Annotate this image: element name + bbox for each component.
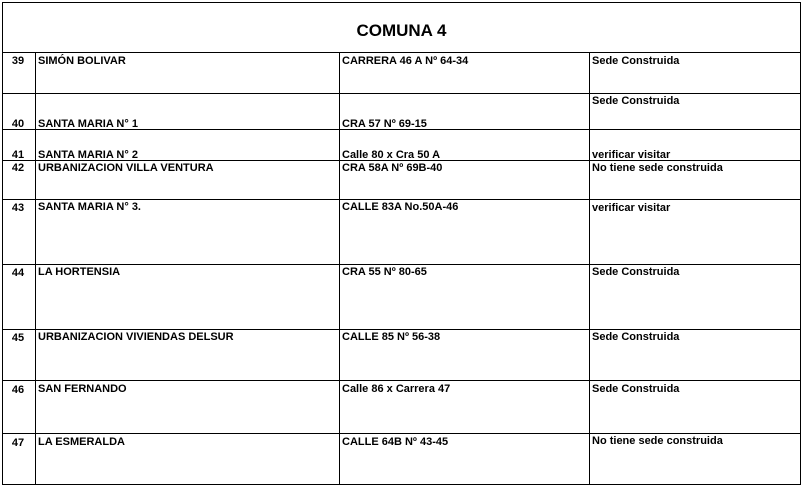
grid-line: [2, 52, 800, 53]
row-name: LA HORTENSIA: [38, 266, 121, 278]
row-status: verificar visitar: [592, 202, 671, 214]
grid-line: [2, 2, 800, 3]
row-status: No tiene sede construida: [592, 435, 723, 447]
row-address: CRA 57 Nº 69-15: [342, 118, 427, 130]
row-address: Calle 86 x Carrera 47: [342, 383, 451, 395]
row-address: CRA 58A Nº 69B-40: [342, 162, 443, 174]
row-number: 40: [11, 118, 25, 130]
row-address: CRA 55 Nº 80-65: [342, 266, 427, 278]
row-address: CALLE 85 Nº 56-38: [342, 331, 441, 343]
row-address: CALLE 83A No.50A-46: [342, 201, 459, 213]
row-number: 42: [11, 162, 25, 174]
row-name: URBANIZACION VILLA VENTURA: [38, 162, 214, 174]
grid-line: [589, 52, 590, 485]
row-status: Sede Construida: [592, 55, 680, 67]
grid-line: [2, 264, 800, 265]
row-number: 45: [11, 332, 25, 344]
grid-line: [2, 93, 800, 94]
row-address: Calle 80 x Cra 50 A: [342, 149, 441, 161]
row-number: 41: [11, 149, 25, 161]
grid-line: [800, 2, 801, 485]
page-title: COMUNA 4: [356, 21, 447, 40]
row-name: SAN FERNANDO: [38, 383, 127, 395]
grid-line: [35, 52, 36, 485]
row-name: LA ESMERALDA: [38, 436, 125, 448]
row-number: 43: [11, 202, 25, 214]
row-name: SANTA MARIA N° 3.: [38, 201, 141, 213]
grid-line: [2, 2, 3, 485]
grid-line: [339, 52, 340, 485]
row-number: 44: [11, 267, 25, 279]
grid-line: [2, 199, 800, 200]
row-status: No tiene sede construida: [592, 162, 723, 174]
row-name: SANTA MARIA N° 1: [38, 118, 138, 130]
row-number: 47: [11, 437, 25, 449]
row-name: SANTA MARIA N° 2: [38, 149, 138, 161]
row-name: SIMÓN BOLIVAR: [38, 55, 126, 67]
row-address: CARRERA 46 A Nº 64-34: [342, 55, 469, 67]
row-address: CALLE 64B Nº 43-45: [342, 436, 449, 448]
grid-line: [2, 329, 800, 330]
row-status: Sede Construida: [592, 266, 680, 278]
grid-line: [2, 380, 800, 381]
row-status: verificar visitar: [592, 149, 671, 161]
row-status: Sede Construida: [592, 331, 680, 343]
row-number: 39: [11, 55, 25, 67]
grid-line: [2, 433, 800, 434]
row-name: URBANIZACION VIVIENDAS DELSUR: [38, 331, 234, 343]
row-number: 46: [11, 384, 25, 396]
row-status: Sede Construida: [592, 383, 680, 395]
row-status: Sede Construida: [592, 95, 680, 107]
grid-line: [2, 484, 800, 485]
